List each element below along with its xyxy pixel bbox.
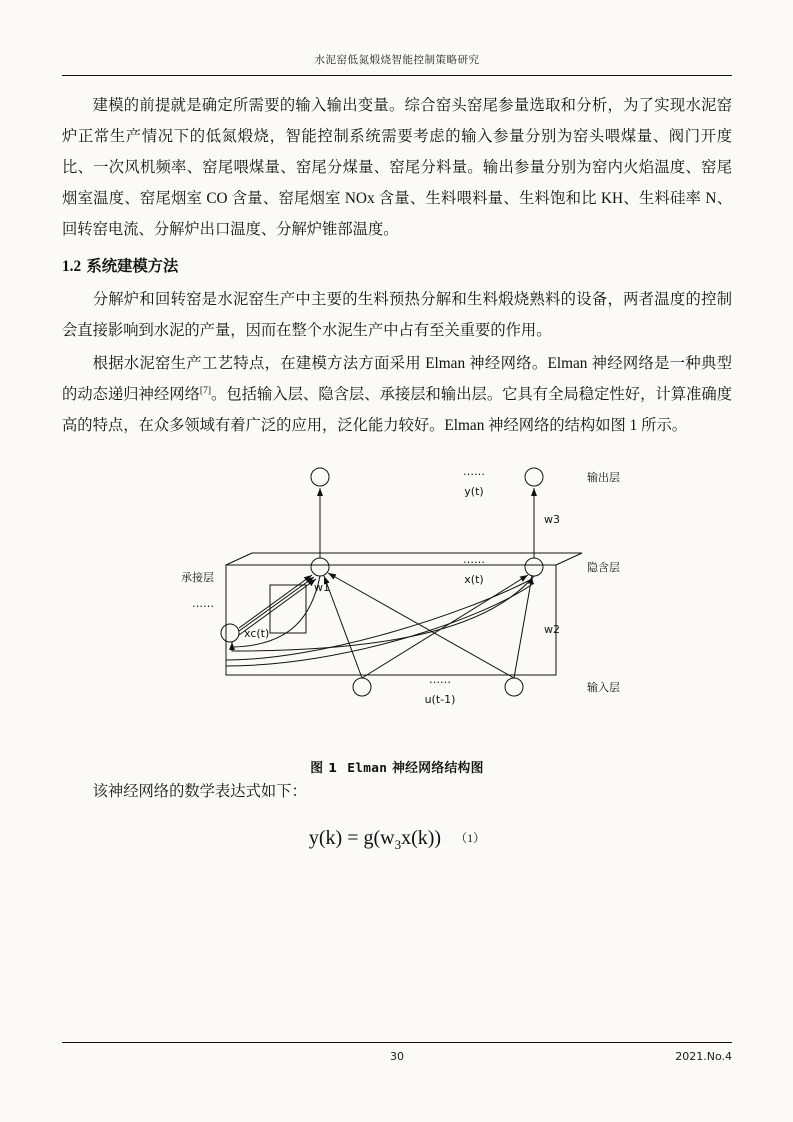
page-content xyxy=(62,52,732,853)
section-number: 1.2 xyxy=(62,258,82,275)
label-w3: w3 xyxy=(544,513,560,526)
figure-elman-network xyxy=(62,455,732,755)
paragraph-3-before-ref: 根据水泥窑生产工艺特点，在建模方法方面采用 Elman 神经网络。Elman 神经网络是一种典型的动态递归神经网络 xyxy=(62,355,732,403)
paragraph-4: 该神经网络的数学表达式如下： xyxy=(92,783,307,800)
footer-issue: 2021.No.4 xyxy=(675,1050,732,1063)
label-input-layer: 输入层 xyxy=(587,681,620,694)
label-dots-input: …… xyxy=(429,673,451,686)
paragraph-2: 分解炉和回转窑是水泥窑生产中主要的生料预热分解和生料煅烧熟料的设备，两者温度的控制会直接影响到水泥的产量，因而在整个水泥生产中占有至关重要的作用。 xyxy=(62,291,732,339)
paragraph-1: 建模的前提就是确定所需要的输入输出变量。综合窑头窑尾参量选取和分析，为了实现水泥窑炉正常生产情况下的低氮煅烧，智能控制系统需要考虑的输入参量分别为窑头喂煤量、阀门开度比、一次风机频率、窑尾喂煤量、窑尾分煤量、窑尾分料量。输出参量分别为窑内火焰温度、窑尾烟室温度、窑尾烟室 CO 含量、窑尾烟室 NOx 含量、生料喂料量、生料饱和比 KH、生料硅率 N、回转窑电流、分解炉出口温度、分解炉锥部温度。 xyxy=(62,97,732,238)
paragraph-3 xyxy=(62,348,732,441)
label-y-t: y(t) xyxy=(464,485,484,498)
figure-caption xyxy=(62,757,732,776)
label-xc-t: xc(t) xyxy=(244,627,270,640)
citation-ref: [7] xyxy=(199,385,211,396)
label-dots-output: …… xyxy=(463,465,485,478)
footer-rule xyxy=(62,1042,732,1043)
paragraph-3-after-ref: 。包括输入层、隐含层、承接层和输出层。它具有全局稳定性好，计算准确度高的特点，在众多领域有着广泛的应用，泛化能力较好。Elman 神经网络的结构如图 1 所示。 xyxy=(62,386,732,434)
running-head: 水泥窑低氮煅烧智能控制策略研究 xyxy=(314,54,480,66)
label-output-layer: 输出层 xyxy=(587,471,620,484)
label-w1: w1 xyxy=(314,581,330,594)
label-w2: w2 xyxy=(544,623,560,636)
section-title: 系统建模方法 xyxy=(86,257,179,275)
label-dots-hidden: …… xyxy=(463,553,485,566)
figure-caption-text: 神经网络结构图 xyxy=(392,761,484,776)
label-dots-context: …… xyxy=(192,597,214,610)
formula-number: （1） xyxy=(455,831,486,845)
formula-1 xyxy=(62,827,732,853)
header-rule xyxy=(62,75,732,76)
section-heading xyxy=(62,251,732,282)
label-u-t: u(t-1) xyxy=(424,693,456,706)
label-context-layer: 承接层 xyxy=(181,571,214,584)
figure-caption-label: 图 1 xyxy=(310,761,338,776)
label-hidden-layer: 隐含层 xyxy=(587,561,620,574)
figure-caption-mono: Elman xyxy=(347,761,388,776)
figure-svg xyxy=(62,455,732,755)
footer-page-number: 30 xyxy=(390,1050,404,1063)
formula-mid: x(k)) xyxy=(401,827,442,849)
formula-lhs: y(k) = g(w xyxy=(308,827,395,849)
formula-subscript: 3 xyxy=(394,837,402,852)
label-x-t: x(t) xyxy=(464,573,484,586)
